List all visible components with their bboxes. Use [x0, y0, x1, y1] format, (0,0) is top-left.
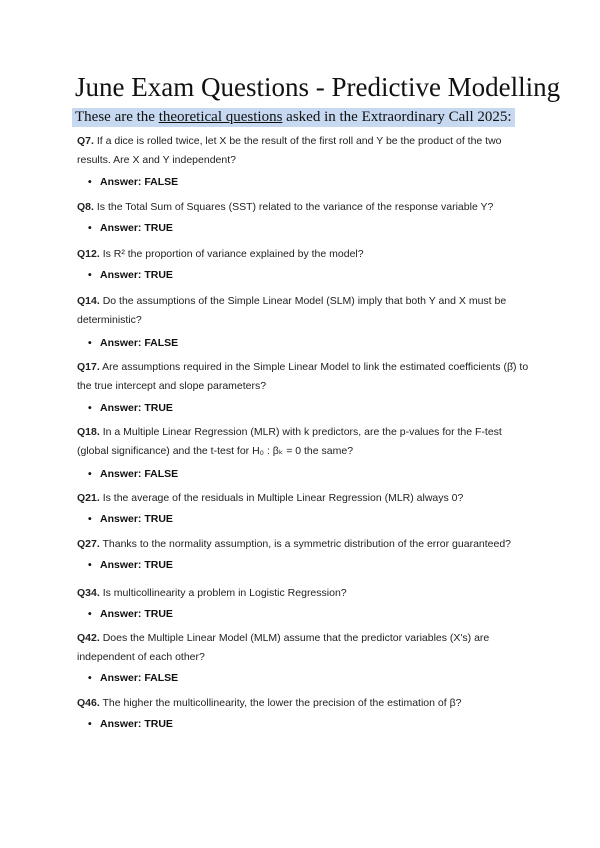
question-q7	[77, 132, 532, 170]
question-number: Q42.	[77, 632, 100, 644]
answer-q18	[88, 468, 178, 480]
answer-q46	[88, 718, 173, 730]
answer-text: Answer: FALSE	[100, 468, 179, 480]
answer-q27	[88, 559, 173, 571]
answer-q17	[88, 402, 173, 414]
question-number: Q34.	[77, 587, 100, 599]
question-text: Do the assumptions of the Simple Linear Model (SLM) imply that both Y and X must be deterministic?	[77, 295, 507, 326]
intro-text-before: These are the	[75, 109, 159, 125]
bullet-icon: •	[88, 672, 92, 684]
question-text: Is multicollinearity a problem in Logistic Regression?	[102, 587, 347, 599]
question-number: Q17.	[77, 361, 100, 373]
answer-text: Answer: TRUE	[100, 608, 173, 620]
question-number: Q46.	[77, 697, 100, 709]
question-text: Thanks to the normality assumption, is a symmetric distribution of the error guaranteed?	[102, 538, 512, 550]
bullet-icon: •	[88, 269, 92, 281]
answer-text: Answer: TRUE	[100, 559, 173, 571]
question-q21	[77, 489, 532, 508]
intro-text-after: asked in the Extraordinary Call 2025:	[282, 109, 512, 125]
bullet-icon: •	[88, 402, 92, 414]
bullet-icon: •	[88, 176, 92, 188]
answer-text: Answer: TRUE	[100, 222, 173, 234]
answer-text: Answer: FALSE	[100, 337, 179, 349]
answer-text: Answer: TRUE	[100, 402, 173, 414]
bullet-icon: •	[88, 608, 92, 620]
answer-q14	[88, 337, 178, 349]
answer-q7	[88, 176, 178, 188]
intro-link[interactable]: theoretical questions	[158, 109, 283, 125]
answer-q42	[88, 672, 178, 684]
question-q34	[77, 584, 532, 603]
question-q8	[77, 198, 532, 217]
question-text: In a Multiple Linear Regression (MLR) with k predictors, are the p-values for the F-test (global significance) and the t-test for H₀ : βₖ = 0 the same?	[77, 426, 502, 457]
question-q46	[77, 694, 532, 713]
bullet-icon: •	[88, 513, 92, 525]
answer-text: Answer: TRUE	[100, 718, 173, 730]
question-text: Does the Multiple Linear Model (MLM) assume that the predictor variables (X's) are independent of each other?	[77, 632, 490, 663]
question-q12	[77, 245, 532, 264]
question-number: Q27.	[77, 538, 100, 550]
question-text: Is R² the proportion of variance explained by the model?	[102, 248, 364, 260]
question-q14	[77, 292, 532, 330]
question-q27	[77, 535, 547, 554]
question-q17	[77, 358, 532, 396]
bullet-icon: •	[88, 337, 92, 349]
question-q42	[77, 629, 532, 667]
question-text: The higher the multicollinearity, the lower the precision of the estimation of β?	[102, 697, 462, 709]
answer-text: Answer: TRUE	[100, 269, 173, 281]
intro-highlight	[72, 108, 515, 127]
question-number: Q7.	[77, 135, 94, 147]
question-q18	[77, 423, 532, 461]
question-text: If a dice is rolled twice, let X be the result of the first roll and Y be the product of the two results. Are X and Y independent?	[77, 135, 502, 166]
question-number: Q14.	[77, 295, 100, 307]
bullet-icon: •	[88, 468, 92, 480]
answer-q34	[88, 608, 173, 620]
bullet-icon: •	[88, 222, 92, 234]
answer-q8	[88, 222, 173, 234]
bullet-icon: •	[88, 559, 92, 571]
answer-q21	[88, 513, 173, 525]
question-text: Is the Total Sum of Squares (SST) related to the variance of the response variable Y?	[96, 201, 494, 213]
bullet-icon: •	[88, 718, 92, 730]
question-number: Q18.	[77, 426, 100, 438]
page-title: June Exam Questions - Predictive Modelling	[75, 72, 561, 102]
question-number: Q8.	[77, 201, 94, 213]
question-number: Q12.	[77, 248, 100, 260]
question-text: Is the average of the residuals in Multiple Linear Regression (MLR) always 0?	[102, 492, 464, 504]
answer-text: Answer: TRUE	[100, 513, 173, 525]
answer-q12	[88, 269, 173, 281]
answer-text: Answer: FALSE	[100, 176, 179, 188]
answer-text: Answer: FALSE	[100, 672, 179, 684]
question-text: Are assumptions required in the Simple Linear Model to link the estimated coefficients (β̂) to the true intercept and slope parameters?	[77, 361, 529, 392]
question-number: Q21.	[77, 492, 100, 504]
